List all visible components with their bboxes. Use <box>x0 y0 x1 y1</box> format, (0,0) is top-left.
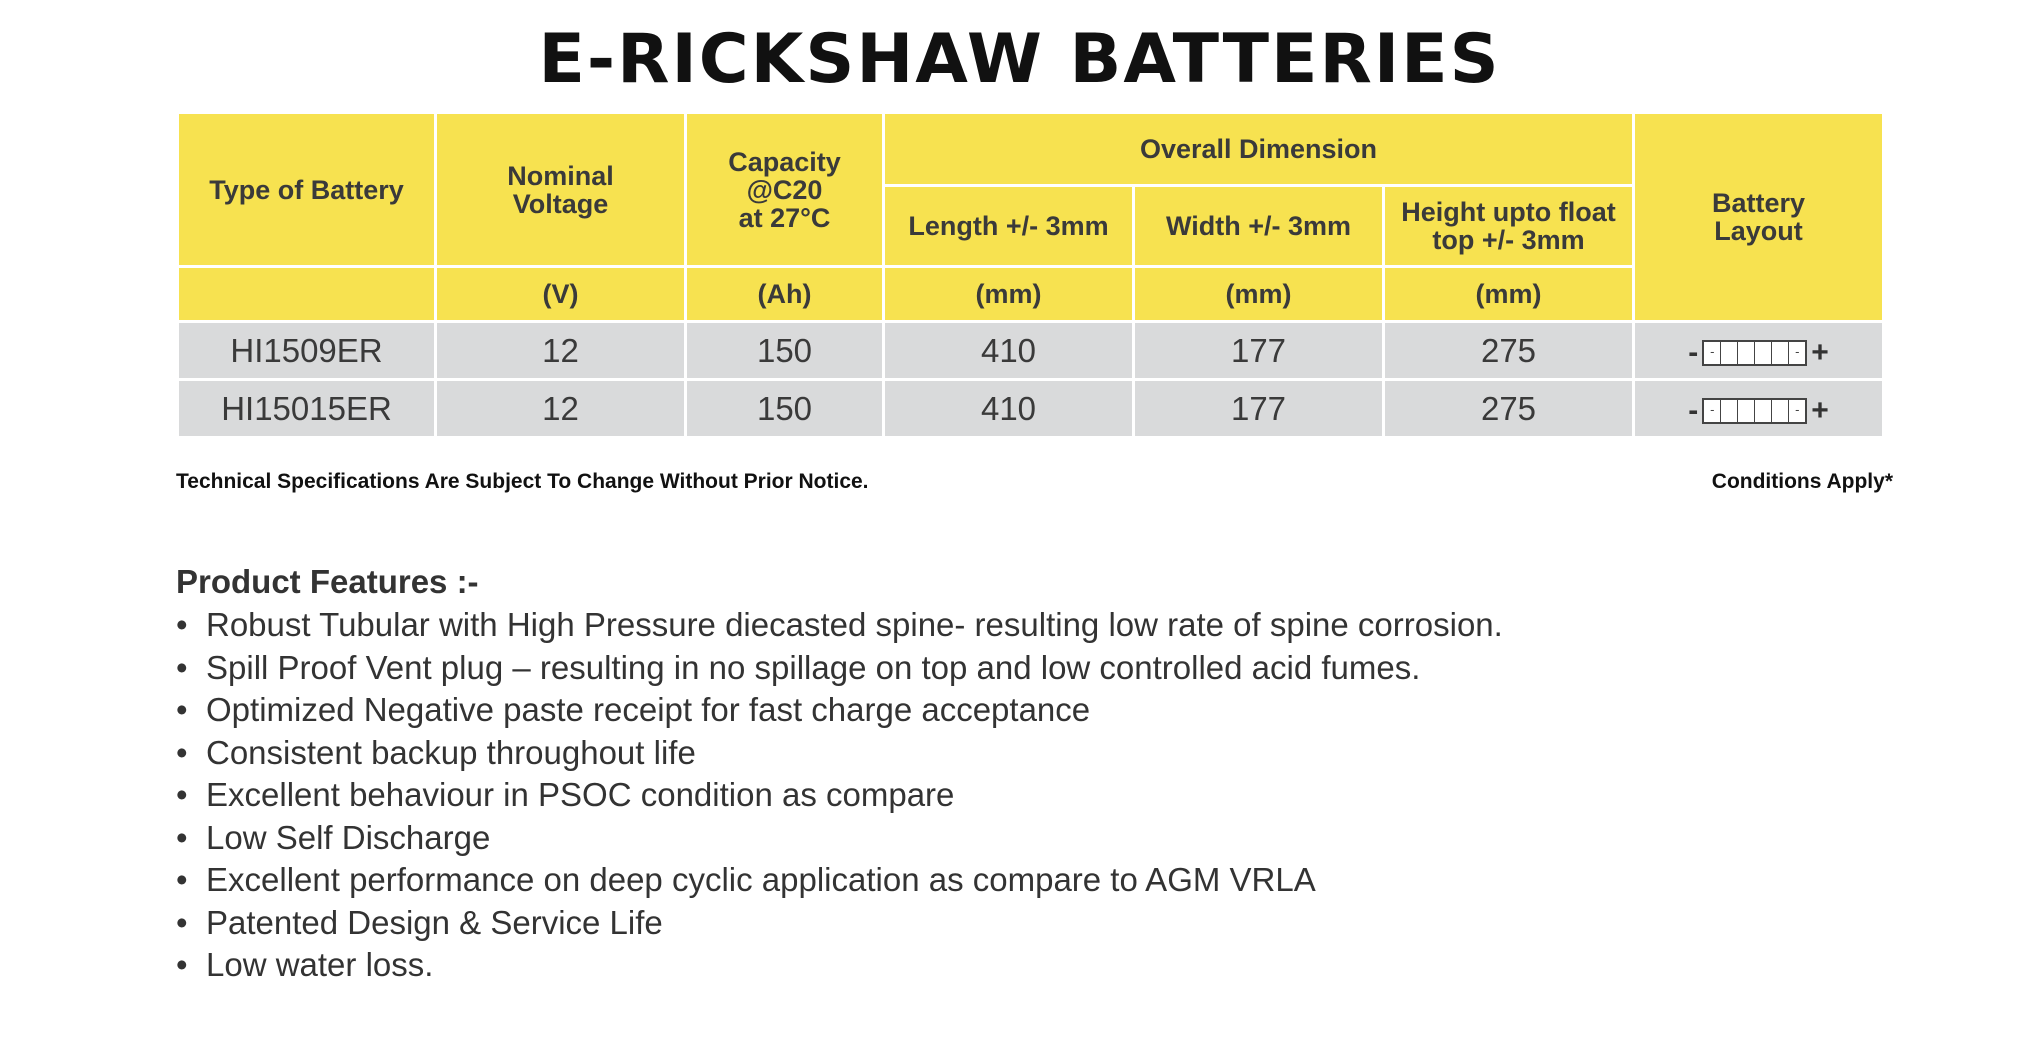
header-capacity-line2: @C20 <box>746 174 823 205</box>
unit-voltage: (V) <box>436 267 686 322</box>
conditions-note: Conditions Apply* <box>1711 470 1893 493</box>
table-row <box>178 322 1884 380</box>
table-row <box>178 380 1884 438</box>
battery-spec-table <box>176 111 1885 439</box>
header-capacity-line3: at 27°C <box>738 202 831 233</box>
list-item <box>176 689 1503 732</box>
feature-text: Low water loss. <box>206 946 434 983</box>
cell-mark-left: - <box>1704 342 1721 364</box>
bullet-icon: • <box>176 733 188 771</box>
negative-terminal: - <box>1688 335 1699 369</box>
header-height-line1: Height upto float <box>1401 197 1616 227</box>
cell-voltage: 12 <box>436 380 686 438</box>
feature-text: Spill Proof Vent plug – resulting in no spillage on top and low controlled acid fumes. <box>206 648 1421 686</box>
unit-type-blank <box>178 267 436 322</box>
disclaimer-note: Technical Specifications Are Subject To Change Without Prior Notice. <box>176 470 869 493</box>
features-list <box>176 604 1503 987</box>
list-item <box>176 817 1503 860</box>
cell-battery-layout <box>1634 322 1884 380</box>
battery-cells-icon <box>1702 340 1807 366</box>
battery-cells-icon <box>1702 398 1807 424</box>
battery-layout-icon <box>1688 336 1829 370</box>
negative-terminal: - <box>1688 393 1699 427</box>
header-capacity <box>686 113 884 267</box>
unit-width: (mm) <box>1134 267 1384 322</box>
header-nominal-voltage <box>436 113 686 267</box>
page-title: E-RICKSHAW BATTERIES <box>538 20 1501 99</box>
header-voltage-line1: Nominal <box>507 160 614 191</box>
feature-text: Low Self Discharge <box>206 818 491 856</box>
cell-battery-layout <box>1634 380 1884 438</box>
features-heading: Product Features :- <box>176 563 479 600</box>
list-item <box>176 774 1503 817</box>
header-height-line2: top +/- 3mm <box>1432 225 1585 255</box>
list-item <box>176 944 1503 987</box>
feature-text: Robust Tubular with High Pressure diecasted spine- resulting low rate of spine corrosion. <box>206 606 1503 643</box>
bullet-icon: • <box>176 776 188 813</box>
bullet-icon: • <box>176 946 188 983</box>
cell-type: HI1509ER <box>178 322 436 380</box>
cell-capacity: 150 <box>686 380 884 438</box>
positive-terminal: + <box>1811 393 1829 427</box>
cell-width: 177 <box>1134 380 1384 438</box>
feature-text: Patented Design & Service Life <box>206 903 663 941</box>
cell-mark-right: - <box>1795 343 1800 359</box>
header-overall-dimension: Overall Dimension <box>884 113 1634 186</box>
battery-layout-icon <box>1688 394 1829 428</box>
header-type-of-battery: Type of Battery <box>178 113 436 267</box>
cell-height: 275 <box>1384 322 1634 380</box>
unit-height: (mm) <box>1384 267 1634 322</box>
cell-voltage: 12 <box>436 322 686 380</box>
bullet-icon: • <box>176 903 188 941</box>
list-item <box>176 902 1503 945</box>
cell-capacity: 150 <box>686 322 884 380</box>
feature-text: Excellent behaviour in PSOC condition as compare <box>206 776 955 813</box>
cell-type: HI15015ER <box>178 380 436 438</box>
bullet-icon: • <box>176 861 188 898</box>
feature-text: Optimized Negative paste receipt for fast charge acceptance <box>206 691 1091 728</box>
cell-height: 275 <box>1384 380 1634 438</box>
header-voltage-line2: Voltage <box>512 188 609 219</box>
list-item <box>176 732 1503 775</box>
header-battery-layout <box>1634 113 1884 322</box>
list-item <box>176 647 1503 690</box>
cell-length: 410 <box>884 380 1134 438</box>
header-height <box>1384 186 1634 267</box>
feature-text: Consistent backup throughout life <box>206 733 696 771</box>
header-width: Width +/- 3mm <box>1134 186 1384 267</box>
header-layout-line1: Battery <box>1711 188 1806 218</box>
list-item <box>176 859 1503 902</box>
cell-mark-right: - <box>1795 401 1800 417</box>
unit-length: (mm) <box>884 267 1134 322</box>
bullet-icon: • <box>176 606 188 643</box>
bullet-icon: • <box>176 818 188 856</box>
header-capacity-line1: Capacity <box>728 146 841 177</box>
header-layout-line2: Layout <box>1714 216 1803 246</box>
bullet-icon: • <box>176 648 188 686</box>
bullet-icon: • <box>176 691 188 728</box>
cell-mark-left: - <box>1704 400 1721 422</box>
cell-length: 410 <box>884 322 1134 380</box>
positive-terminal: + <box>1811 335 1829 369</box>
unit-capacity: (Ah) <box>686 267 884 322</box>
cell-width: 177 <box>1134 322 1384 380</box>
list-item <box>176 604 1503 647</box>
header-length: Length +/- 3mm <box>884 186 1134 267</box>
feature-text: Excellent performance on deep cyclic application as compare to AGM VRLA <box>206 861 1316 898</box>
